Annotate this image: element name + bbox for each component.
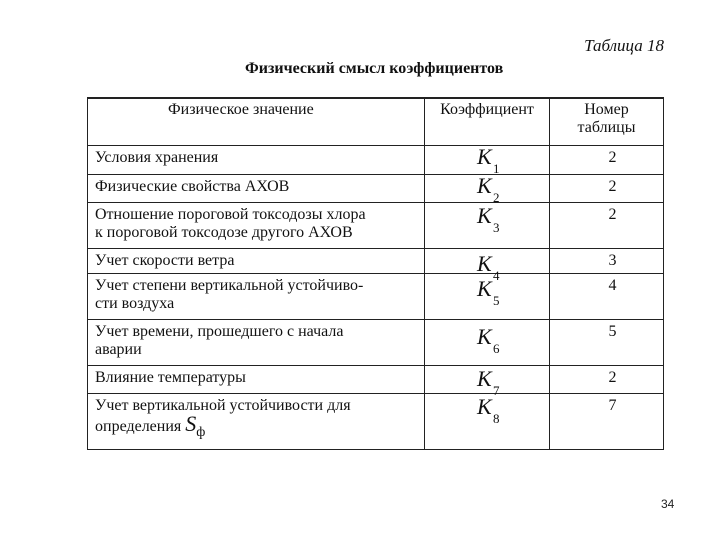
table-row xyxy=(88,366,664,394)
coefficient-cell xyxy=(425,175,550,203)
meaning-line xyxy=(95,369,420,387)
meaning-text: сти воздуха xyxy=(95,295,175,312)
coefficient-symbol: K xyxy=(477,276,492,301)
coefficient-cell xyxy=(425,366,550,398)
meaning-text: Условия хранения xyxy=(95,149,219,166)
header-table-number: Номер таблицы xyxy=(550,98,664,146)
coefficient-symbol: K xyxy=(477,144,492,169)
coefficient-cell xyxy=(425,249,550,283)
table-number-cell: 7 xyxy=(550,394,664,450)
physical-meaning-cell xyxy=(88,249,425,274)
table-number-cell: 4 xyxy=(550,274,664,320)
table-row xyxy=(88,146,664,175)
meaning-line xyxy=(95,149,420,167)
meaning-text: Учет скорости ветра xyxy=(95,252,235,269)
coefficient-cell xyxy=(425,394,550,450)
table-number-cell: 3 xyxy=(550,249,664,274)
physical-meaning-cell xyxy=(88,320,425,366)
table-caption: Таблица 18 xyxy=(584,36,664,55)
table-number-cell: 2 xyxy=(550,203,664,249)
coefficient-subscript: 6 xyxy=(493,341,500,356)
coefficient-subscript: 8 xyxy=(493,411,500,426)
meaning-line xyxy=(95,178,420,196)
table-row xyxy=(88,203,664,249)
physical-meaning-cell xyxy=(88,203,425,249)
meaning-line xyxy=(95,224,420,242)
coefficient-cell xyxy=(425,274,550,320)
meaning-text: Учет вертикальной устойчивости для xyxy=(95,397,351,414)
coefficient-subscript: 5 xyxy=(493,293,500,308)
table-number-cell: 2 xyxy=(550,175,664,203)
page-number: 34 xyxy=(661,497,675,511)
meaning-line xyxy=(95,323,420,341)
coefficient-subscript: 7 xyxy=(493,383,500,398)
coefficient-subscript: 4 xyxy=(493,268,500,283)
coefficient-symbol: K xyxy=(477,173,492,198)
meaning-line xyxy=(95,411,420,442)
coefficient-symbol: K xyxy=(477,251,492,276)
header-physical-meaning: Физическое значение xyxy=(88,98,425,146)
symbol-subscript: ф xyxy=(196,425,206,440)
coefficient-cell xyxy=(425,203,550,249)
physical-meaning-cell xyxy=(88,146,425,175)
coefficient-subscript: 2 xyxy=(493,190,500,205)
symbol-s: S xyxy=(185,411,197,436)
coefficient-symbol: K xyxy=(477,366,492,391)
table-header-row xyxy=(88,98,664,146)
meaning-line xyxy=(95,252,420,270)
meaning-text: определения xyxy=(95,418,182,435)
meaning-line xyxy=(95,295,420,313)
meaning-line xyxy=(95,397,420,415)
physical-meaning-cell xyxy=(88,394,425,450)
meaning-text: аварии xyxy=(95,341,142,358)
coefficient-symbol: K xyxy=(477,394,492,419)
meaning-text: Учет степени вертикальной устойчиво- xyxy=(95,277,364,294)
table-number-cell: 5 xyxy=(550,320,664,366)
meaning-text: Учет времени, прошедшего с начала xyxy=(95,323,344,340)
meaning-text: к пороговой токсодозе другого АХОВ xyxy=(95,224,353,241)
coefficient-cell xyxy=(425,320,550,366)
table-row xyxy=(88,175,664,203)
header-coefficient: Коэффициент xyxy=(425,98,550,146)
physical-meaning-cell xyxy=(88,366,425,394)
meaning-line xyxy=(95,341,420,359)
meaning-text: Физические свойства АХОВ xyxy=(95,178,290,195)
coefficient-subscript: 1 xyxy=(493,161,500,176)
meaning-line xyxy=(95,277,420,295)
table-row xyxy=(88,394,664,450)
table-row xyxy=(88,274,664,320)
meaning-text: Влияние температуры xyxy=(95,369,246,386)
coefficient-symbol: K xyxy=(477,324,492,349)
coefficients-table xyxy=(87,97,664,450)
physical-meaning-cell xyxy=(88,175,425,203)
coefficient-subscript: 3 xyxy=(493,220,500,235)
coefficient-symbol: K xyxy=(477,203,492,228)
meaning-line xyxy=(95,206,420,224)
physical-meaning-cell xyxy=(88,274,425,320)
meaning-text: Отношение пороговой токсодозы хлора xyxy=(95,206,366,223)
table-row xyxy=(88,249,664,274)
table-number-cell: 2 xyxy=(550,366,664,394)
table-row xyxy=(88,320,664,366)
coefficient-cell xyxy=(425,146,550,175)
table-number-cell: 2 xyxy=(550,146,664,175)
table-title: Физический смысл коэффициентов xyxy=(245,60,504,77)
